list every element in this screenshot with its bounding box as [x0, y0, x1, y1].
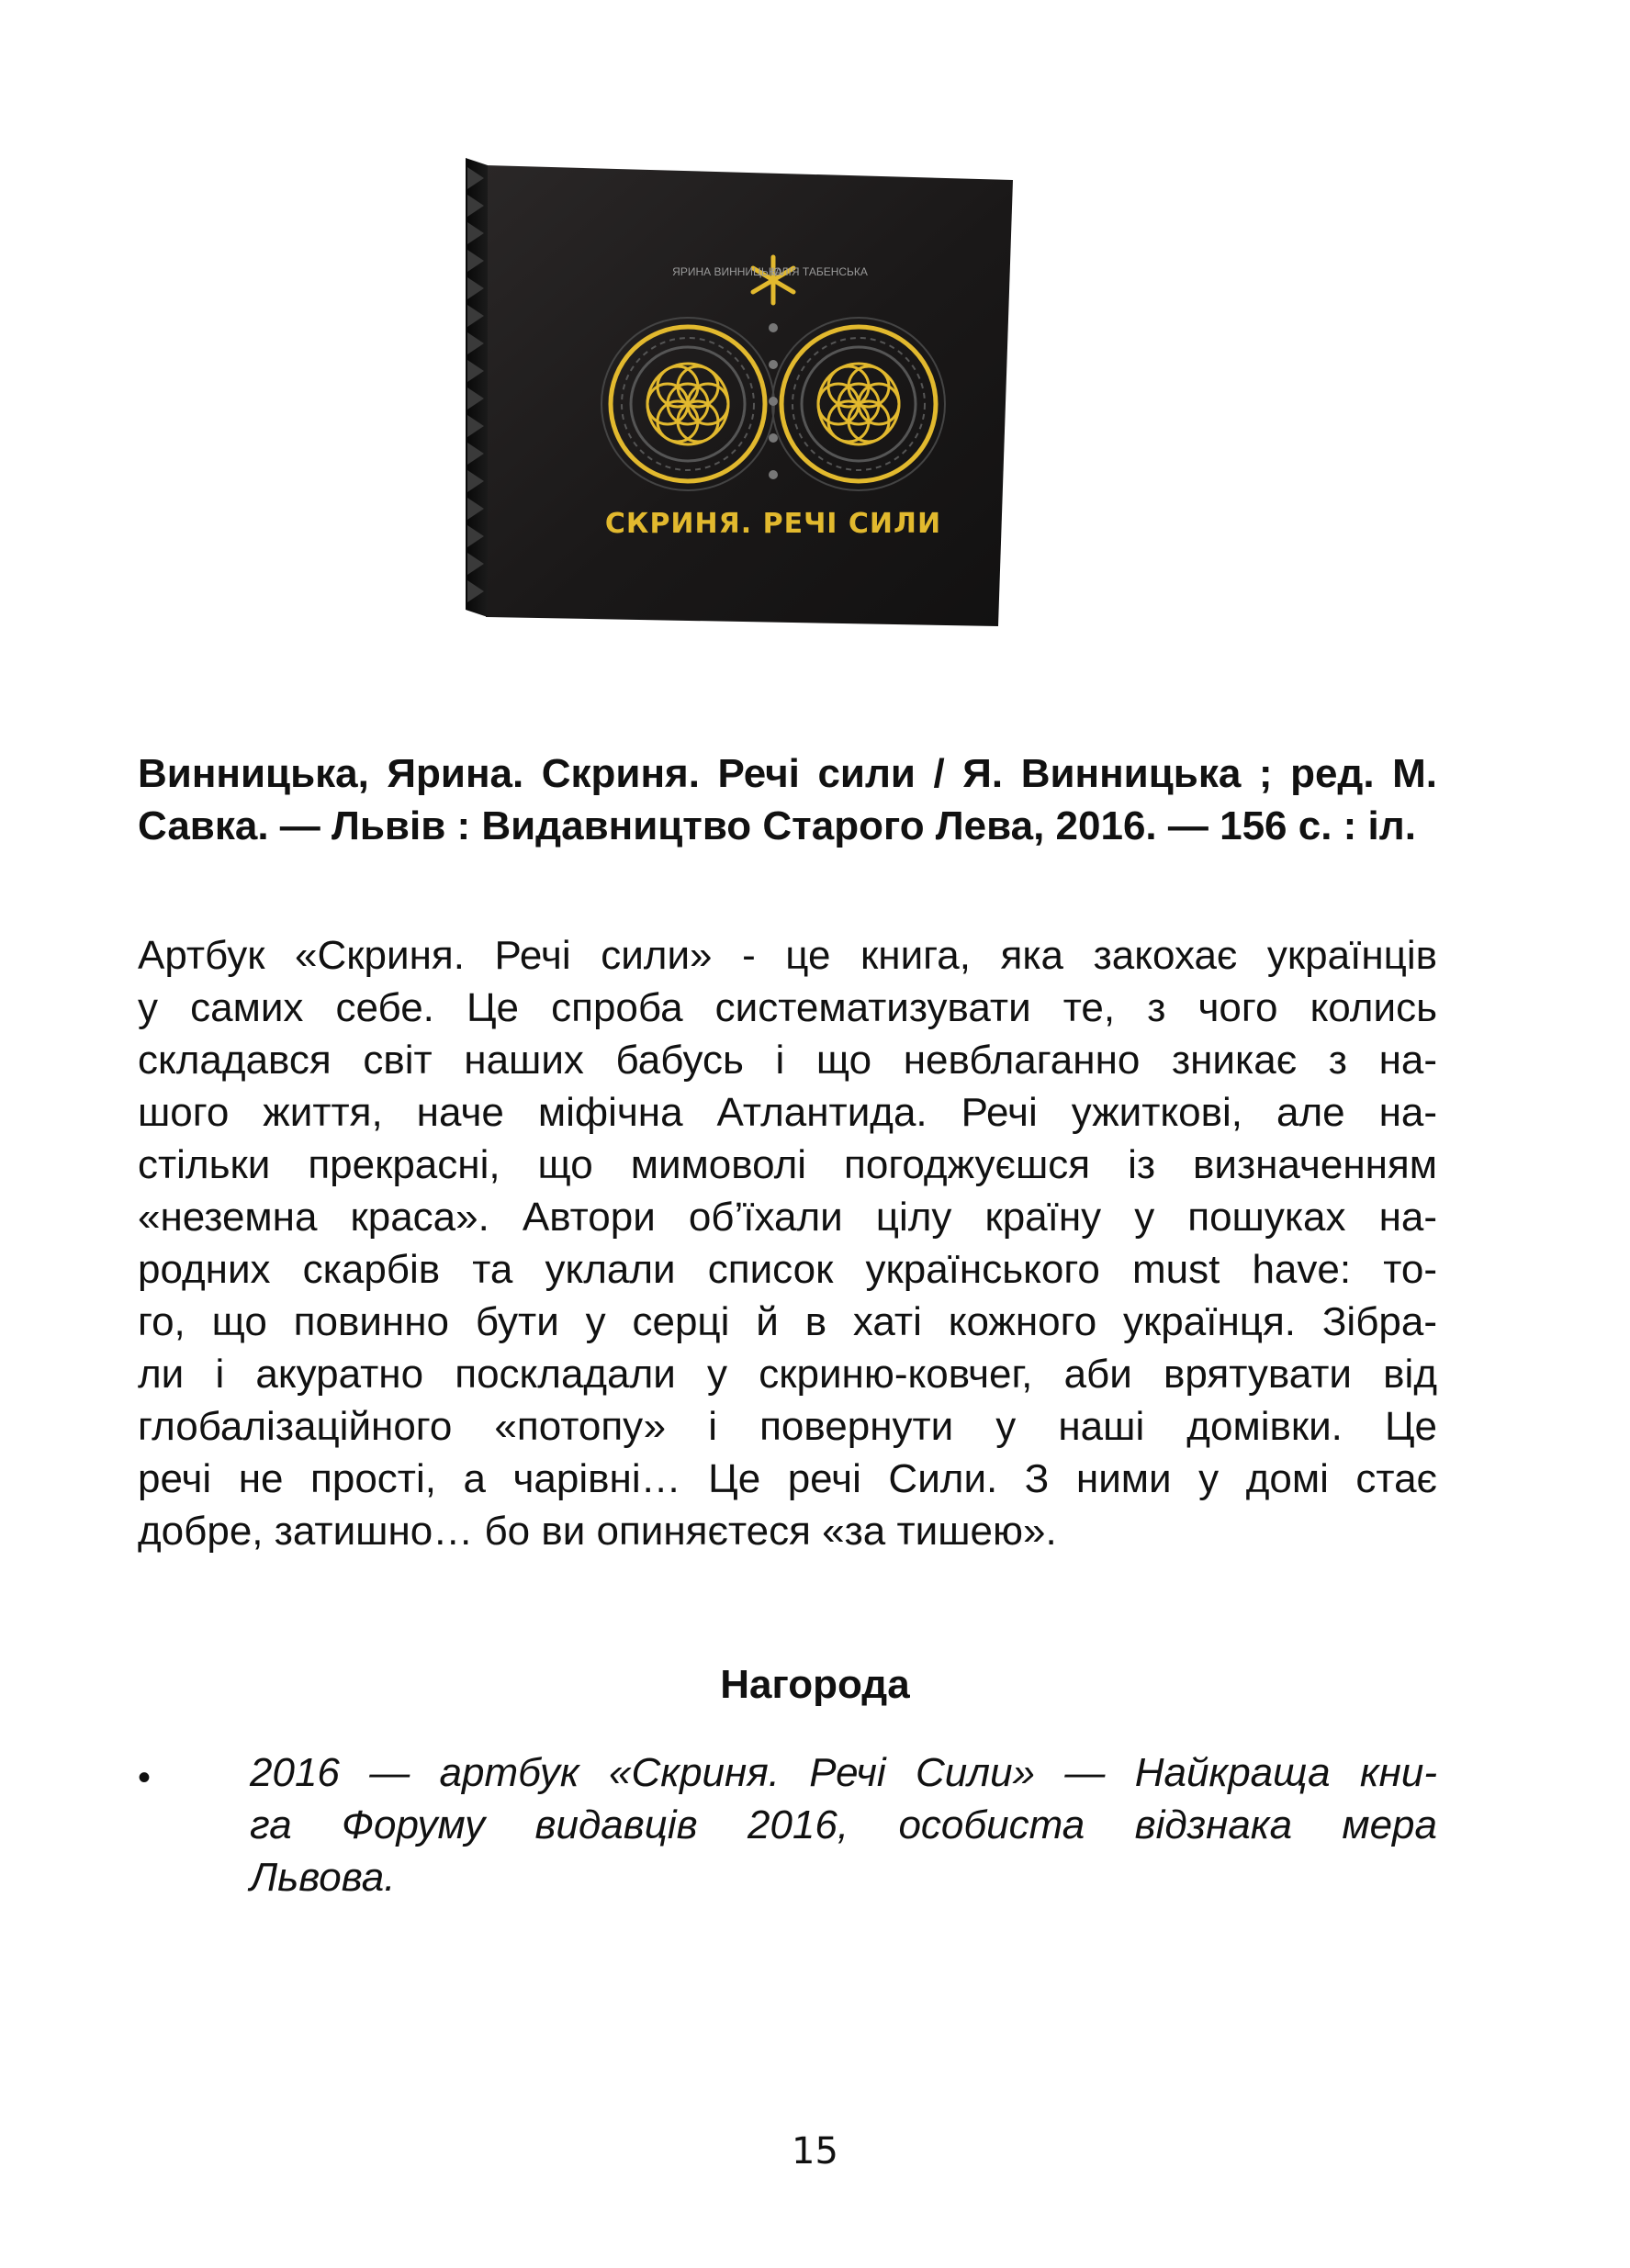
- award-line: 2016 — артбук «Скриня. Речі Сили» — Найкраща кни-: [250, 1750, 1437, 1795]
- description-line: Артбук «Скриня. Речі сили» - це книга, яка закохає українців: [138, 933, 1437, 978]
- book-cover-image: [466, 158, 1013, 628]
- description-line: го, що повинно бути у серці й в хаті кожного українця. Зібра-: [138, 1299, 1437, 1344]
- bullet-icon: •: [138, 1757, 152, 1798]
- page-number: 15: [792, 2130, 838, 2173]
- description-line: речі не прості, а чарівні… Це речі Сили. З ними у домі стає: [138, 1456, 1437, 1501]
- cover-title: СКРИНЯ. РЕЧІ СИЛИ: [604, 508, 942, 540]
- cover-author-2: ЮЛІЯ ТАБЕНСЬКА: [770, 265, 868, 278]
- cover-author-1: ЯРИНА ВИННИЦЬКА: [672, 265, 782, 278]
- award-line: Львова.: [250, 1855, 396, 1900]
- description-line: ли і акуратно поскладали у скриню-ковчег, аби врятувати від: [138, 1352, 1437, 1397]
- award-heading: Нагорода: [720, 1662, 910, 1707]
- description-line: «неземна краса». Автори об’їхали цілу країну у пошуках на-: [138, 1195, 1437, 1240]
- award-line: га Форуму видавців 2016, особиста відзнака мера: [250, 1802, 1437, 1847]
- description-line: шого життя, наче міфічна Атлантида. Речі ужиткові, але на-: [138, 1090, 1437, 1135]
- bibliographic-citation: Винницька, Ярина. Скриня. Речі сили / Я. Винницька ; ред. М. Савка. — Львів : Видавництво Старого Лева, 2016. — 156 с. : іл.: [138, 751, 1437, 848]
- description-line: добре, затишно… бо ви опиняєтеся «за тишею».: [138, 1509, 1057, 1554]
- description-line: стільки прекрасні, що мимоволі погоджуєшся із визначенням: [138, 1142, 1437, 1187]
- description-line: глобалізаційного «потопу» і повернути у наші домівки. Це: [138, 1404, 1437, 1449]
- description-line: у самих себе. Це спроба систематизувати те, з чого колись: [138, 985, 1437, 1030]
- book-description: [138, 929, 1437, 1557]
- award-item: [250, 1746, 1437, 1903]
- description-line: родних скарбів та уклали список українського must have: то-: [138, 1247, 1437, 1292]
- description-line: складався світ наших бабусь і що невблаганно зникає з на-: [138, 1038, 1437, 1083]
